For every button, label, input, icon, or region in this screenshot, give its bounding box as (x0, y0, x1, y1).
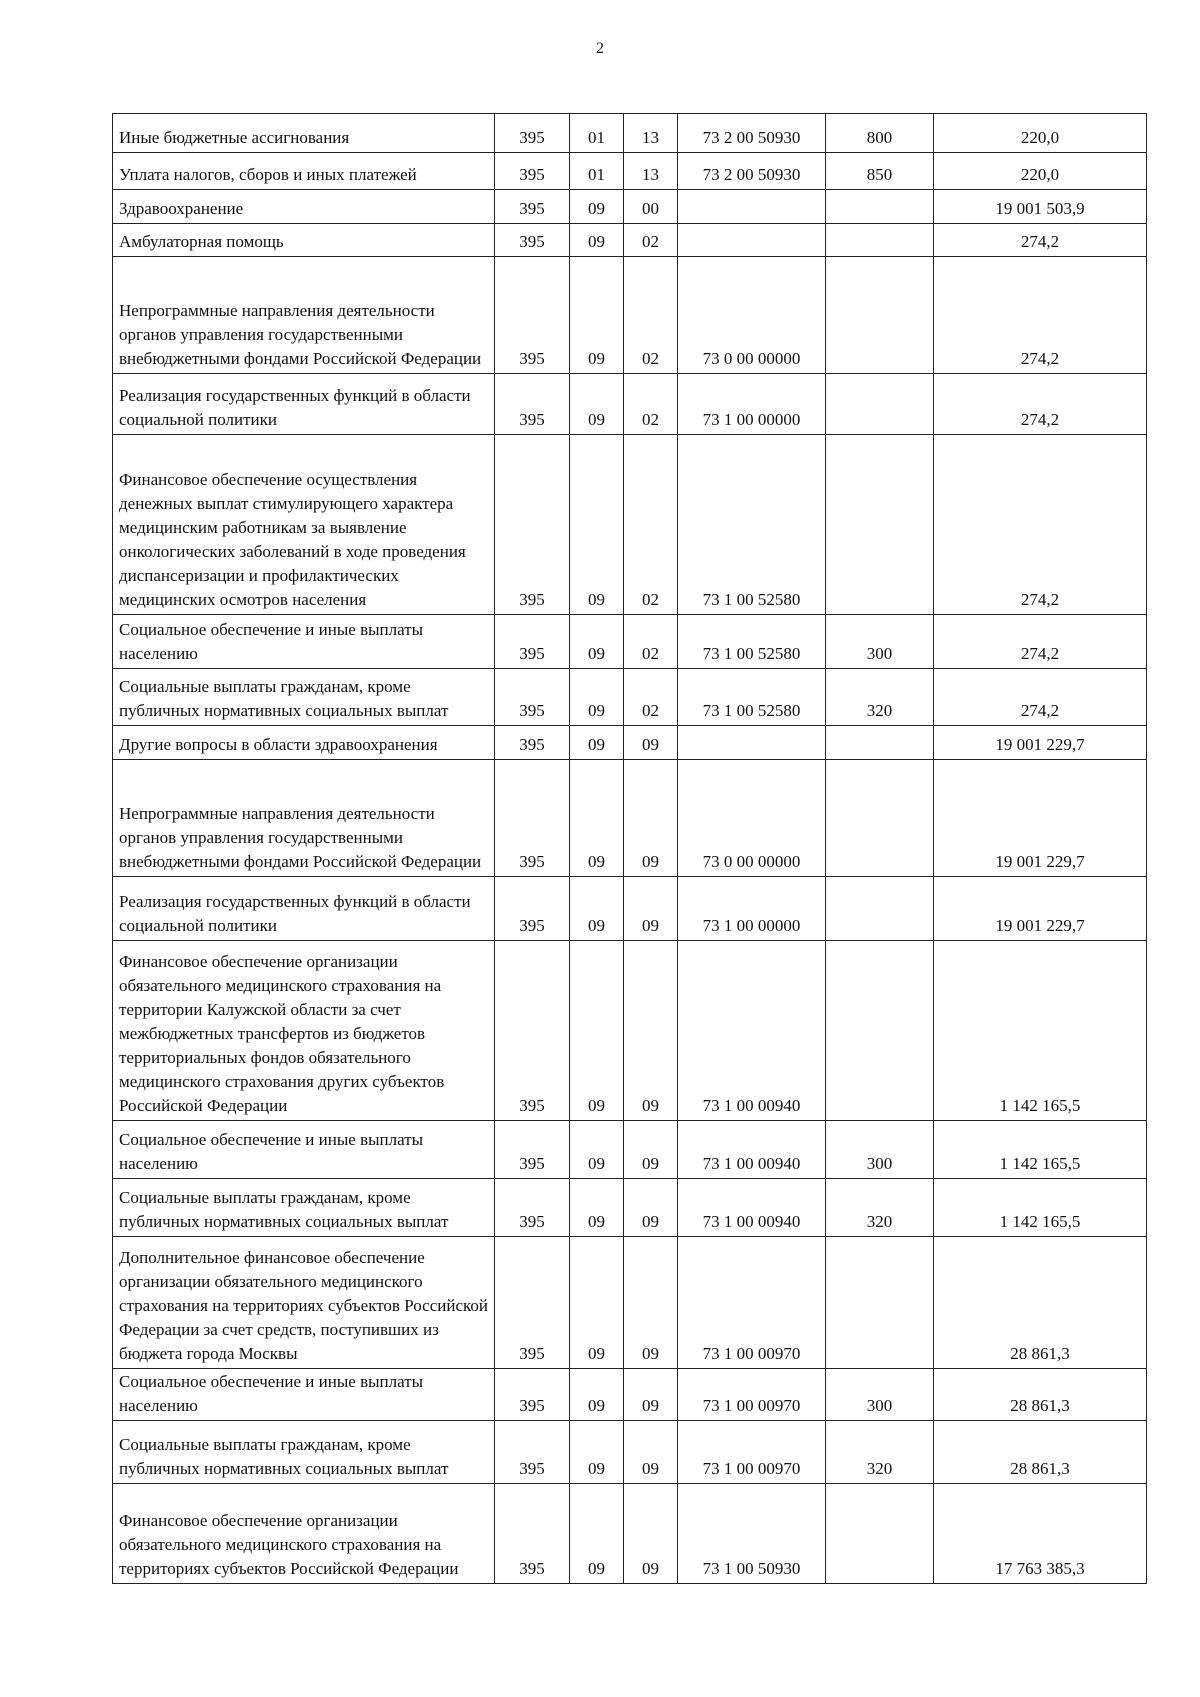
row-amount: 1 142 165,5 (934, 941, 1147, 1121)
row-name: Здравоохранение (113, 190, 495, 224)
row-name: Социальные выплаты гражданам, кроме публичных нормативных социальных выплат (113, 1179, 495, 1237)
row-expense-type (826, 760, 934, 877)
row-target-article: 73 0 00 00000 (678, 760, 826, 877)
row-target-article: 73 1 00 00940 (678, 1121, 826, 1179)
row-target-article: 73 1 00 00940 (678, 1179, 826, 1237)
row-amount: 274,2 (934, 615, 1147, 669)
row-name: Иные бюджетные ассигнования (113, 114, 495, 153)
row-subsection: 13 (624, 153, 678, 190)
row-subsection: 09 (624, 1237, 678, 1369)
row-grbs: 395 (495, 153, 570, 190)
row-grbs: 395 (495, 877, 570, 941)
row-expense-type: 300 (826, 1121, 934, 1179)
row-subsection: 09 (624, 726, 678, 760)
row-amount: 19 001 229,7 (934, 877, 1147, 941)
row-expense-type (826, 435, 934, 615)
table-row (113, 1179, 1147, 1237)
table-row (113, 760, 1147, 877)
table-row (113, 374, 1147, 435)
row-subsection: 02 (624, 374, 678, 435)
row-section: 09 (570, 615, 624, 669)
row-target-article: 73 1 00 00000 (678, 877, 826, 941)
row-target-article (678, 224, 826, 257)
table-row (113, 615, 1147, 669)
row-expense-type: 800 (826, 114, 934, 153)
row-target-article: 73 1 00 52580 (678, 435, 826, 615)
row-amount: 274,2 (934, 224, 1147, 257)
row-target-article: 73 1 00 00970 (678, 1237, 826, 1369)
row-section: 01 (570, 153, 624, 190)
row-amount: 220,0 (934, 153, 1147, 190)
row-name: Финансовое обеспечение осуществления денежных выплат стимулирующего характера медицинским работникам за выявление онкологических заболеваний в ходе проведения диспансеризации и профилактических медицинских осмотров населения (113, 435, 495, 615)
row-grbs: 395 (495, 1179, 570, 1237)
row-amount: 17 763 385,3 (934, 1484, 1147, 1584)
row-grbs: 395 (495, 190, 570, 224)
table-row (113, 1484, 1147, 1584)
table-row (113, 726, 1147, 760)
row-grbs: 395 (495, 435, 570, 615)
row-amount: 19 001 229,7 (934, 726, 1147, 760)
row-section: 09 (570, 1484, 624, 1584)
table-row (113, 877, 1147, 941)
row-name: Финансовое обеспечение организации обязательного медицинского страхования на территориях субъектов Российской Федерации (113, 1484, 495, 1584)
row-target-article (678, 726, 826, 760)
row-grbs: 395 (495, 1484, 570, 1584)
row-section: 09 (570, 1369, 624, 1421)
row-grbs: 395 (495, 615, 570, 669)
row-target-article: 73 1 00 00940 (678, 941, 826, 1121)
row-amount: 274,2 (934, 669, 1147, 726)
row-grbs: 395 (495, 726, 570, 760)
row-amount: 274,2 (934, 435, 1147, 615)
table-row (113, 153, 1147, 190)
row-name: Реализация государственных функций в области социальной политики (113, 374, 495, 435)
row-section: 09 (570, 726, 624, 760)
row-target-article: 73 1 00 00000 (678, 374, 826, 435)
row-amount: 19 001 229,7 (934, 760, 1147, 877)
row-section: 09 (570, 1421, 624, 1484)
row-expense-type (826, 190, 934, 224)
table-row (113, 257, 1147, 374)
row-expense-type (826, 941, 934, 1121)
table-row (113, 190, 1147, 224)
table-row (113, 1421, 1147, 1484)
row-expense-type: 850 (826, 153, 934, 190)
row-amount: 274,2 (934, 257, 1147, 374)
row-expense-type (826, 1237, 934, 1369)
row-expense-type (826, 374, 934, 435)
row-expense-type: 320 (826, 669, 934, 726)
row-name: Непрограммные направления деятельности органов управления государственными внебюджетными фондами Российской Федерации (113, 257, 495, 374)
row-grbs: 395 (495, 257, 570, 374)
row-amount: 1 142 165,5 (934, 1179, 1147, 1237)
row-subsection: 09 (624, 1121, 678, 1179)
row-grbs: 395 (495, 669, 570, 726)
row-section: 09 (570, 374, 624, 435)
row-subsection: 09 (624, 1421, 678, 1484)
row-section: 09 (570, 941, 624, 1121)
row-grbs: 395 (495, 224, 570, 257)
row-subsection: 02 (624, 224, 678, 257)
row-expense-type (826, 1484, 934, 1584)
row-grbs: 395 (495, 1121, 570, 1179)
row-grbs: 395 (495, 1237, 570, 1369)
row-expense-type: 300 (826, 1369, 934, 1421)
row-name: Социальные выплаты гражданам, кроме публичных нормативных социальных выплат (113, 669, 495, 726)
row-name: Социальное обеспечение и иные выплаты населению (113, 615, 495, 669)
row-section: 09 (570, 1121, 624, 1179)
row-target-article: 73 1 00 00970 (678, 1421, 826, 1484)
row-grbs: 395 (495, 1369, 570, 1421)
table-row (113, 435, 1147, 615)
row-subsection: 09 (624, 1369, 678, 1421)
row-expense-type (826, 257, 934, 374)
row-subsection: 09 (624, 877, 678, 941)
row-subsection: 02 (624, 669, 678, 726)
row-grbs: 395 (495, 1421, 570, 1484)
row-subsection: 02 (624, 257, 678, 374)
row-subsection: 02 (624, 615, 678, 669)
row-grbs: 395 (495, 760, 570, 877)
row-section: 01 (570, 114, 624, 153)
row-expense-type (826, 726, 934, 760)
row-target-article: 73 1 00 52580 (678, 669, 826, 726)
row-name: Социальные выплаты гражданам, кроме публичных нормативных социальных выплат (113, 1421, 495, 1484)
row-name: Уплата налогов, сборов и иных платежей (113, 153, 495, 190)
row-grbs: 395 (495, 941, 570, 1121)
row-section: 09 (570, 669, 624, 726)
row-target-article: 73 0 00 00000 (678, 257, 826, 374)
table-row (113, 1121, 1147, 1179)
row-name: Непрограммные направления деятельности органов управления государственными внебюджетными фондами Российской Федерации (113, 760, 495, 877)
row-amount: 28 861,3 (934, 1369, 1147, 1421)
row-section: 09 (570, 760, 624, 877)
row-subsection: 09 (624, 1484, 678, 1584)
row-section: 09 (570, 224, 624, 257)
row-amount: 19 001 503,9 (934, 190, 1147, 224)
row-target-article: 73 1 00 52580 (678, 615, 826, 669)
row-section: 09 (570, 435, 624, 615)
row-name: Амбулаторная помощь (113, 224, 495, 257)
row-grbs: 395 (495, 374, 570, 435)
row-section: 09 (570, 1237, 624, 1369)
row-amount: 28 861,3 (934, 1237, 1147, 1369)
row-grbs: 395 (495, 114, 570, 153)
row-name: Другие вопросы в области здравоохранения (113, 726, 495, 760)
row-subsection: 09 (624, 760, 678, 877)
row-name: Дополнительное финансовое обеспечение организации обязательного медицинского страхования на территориях субъектов Российской Федерации за счет средств, поступивших из бюджета города Москвы (113, 1237, 495, 1369)
row-expense-type: 320 (826, 1179, 934, 1237)
row-expense-type: 320 (826, 1421, 934, 1484)
row-name: Социальное обеспечение и иные выплаты населению (113, 1121, 495, 1179)
row-subsection: 02 (624, 435, 678, 615)
row-target-article (678, 190, 826, 224)
page-number: 2 (596, 40, 604, 57)
table-row (113, 1369, 1147, 1421)
row-expense-type: 300 (826, 615, 934, 669)
row-section: 09 (570, 190, 624, 224)
table-row (113, 669, 1147, 726)
row-amount: 274,2 (934, 374, 1147, 435)
table-row (113, 1237, 1147, 1369)
row-subsection: 13 (624, 114, 678, 153)
row-subsection: 09 (624, 941, 678, 1121)
row-section: 09 (570, 1179, 624, 1237)
row-section: 09 (570, 257, 624, 374)
row-name: Финансовое обеспечение организации обязательного медицинского страхования на территории Калужской области за счет межбюджетных трансфертов из бюджетов территориальных фондов обязательного медицинского страхования других субъектов Российской Федерации (113, 941, 495, 1121)
row-section: 09 (570, 877, 624, 941)
table-row (113, 224, 1147, 257)
row-expense-type (826, 877, 934, 941)
row-target-article: 73 2 00 50930 (678, 153, 826, 190)
row-amount: 1 142 165,5 (934, 1121, 1147, 1179)
table-row (113, 114, 1147, 153)
row-amount: 220,0 (934, 114, 1147, 153)
budget-table (112, 113, 1147, 1584)
budget-table-body (113, 114, 1147, 1584)
row-target-article: 73 2 00 50930 (678, 114, 826, 153)
row-target-article: 73 1 00 00970 (678, 1369, 826, 1421)
row-target-article: 73 1 00 50930 (678, 1484, 826, 1584)
row-amount: 28 861,3 (934, 1421, 1147, 1484)
row-subsection: 00 (624, 190, 678, 224)
row-name: Реализация государственных функций в области социальной политики (113, 877, 495, 941)
row-expense-type (826, 224, 934, 257)
row-subsection: 09 (624, 1179, 678, 1237)
table-row (113, 941, 1147, 1121)
row-name: Социальное обеспечение и иные выплаты населению (113, 1369, 495, 1421)
